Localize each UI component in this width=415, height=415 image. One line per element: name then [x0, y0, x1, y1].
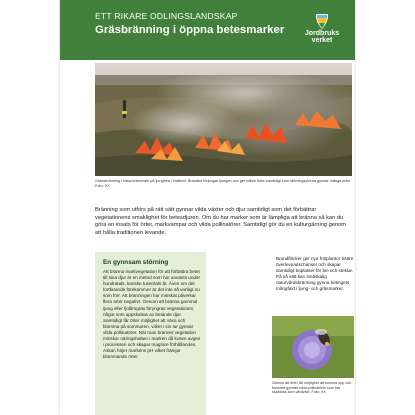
scabious-flower-image [272, 316, 354, 378]
fact-box [95, 252, 206, 415]
fact-box-body: Att bränna markvegetation för att förbättra betet till sina djur är en metod som har använts under hundratals, kanske tusentals år. Även om det fortfarande förekommer är det inte så vanligt nu som förr. Att bränningen har minskat påverkar flera arter negativt. Genom att bränna gammal ljung eller fjolårsgräs föryngras vegetationen, något som uppskattas av betande djur. Samtidigt får örter möjlighet att växa och blomma på sommaren, vilket i sin tur gynnar vilda pollinatörer. När man bränner vegetation minskar näringshalten i marken då kväve avges i processen och skapar magrare förhållanden. Askan höjer markens pH vilket främjar blommande örter. [103, 269, 201, 360]
logo-wordmark: Jordbruks verket [304, 30, 340, 45]
header-banner [60, 0, 355, 60]
pollinator-caption: Genom att örter får möjlighet att komma upp och blomma gynnas vilda pollinatörer som har skabiosa som värdväxt. Foto: XX [272, 381, 352, 395]
logo-emblem-icon [297, 13, 347, 30]
burning-field-image [95, 63, 352, 176]
series-kicker: ETT RIKARE ODLINGSLANDSKAP [95, 11, 238, 21]
jordbruksverket-logo [297, 13, 347, 55]
pollinator-photo [272, 316, 354, 378]
intro-paragraph: Bränning som utförs på rätt sätt gynnar vilda växter och djur samtidigt som det förbättrar vegetationens smaklighet för betesdjuren. Om du har marker som är lämpliga att bränna så kan du göra en insats för örter, markvampar och vilda pollinatörer. Samtidigt gör du en kulturgärning genom att hålla traditionen levande. [95, 207, 347, 236]
fact-box-title: En gynnsam störning [103, 259, 169, 266]
right-column-text: Brandfläcker ger nya frötplantor bättre överlevnadschanser och skapar samtidigt boplatser för bin och steklar. På så sätt kan småskalig naturvårdsbränning gynna betingets mångfald i ljung- och gräsmarker. [276, 256, 354, 292]
page-title: Gräsbränning i öppna betesmarker [95, 24, 285, 36]
grass-burning-photo [95, 63, 352, 176]
photo-caption: Grässbränning i naturbetesmark på ljunghed i Halland. Branden förjungar ljungen och ger bättre bete samtidigt som störningsytorna gynnar många arter. Foto: XX [95, 179, 352, 188]
